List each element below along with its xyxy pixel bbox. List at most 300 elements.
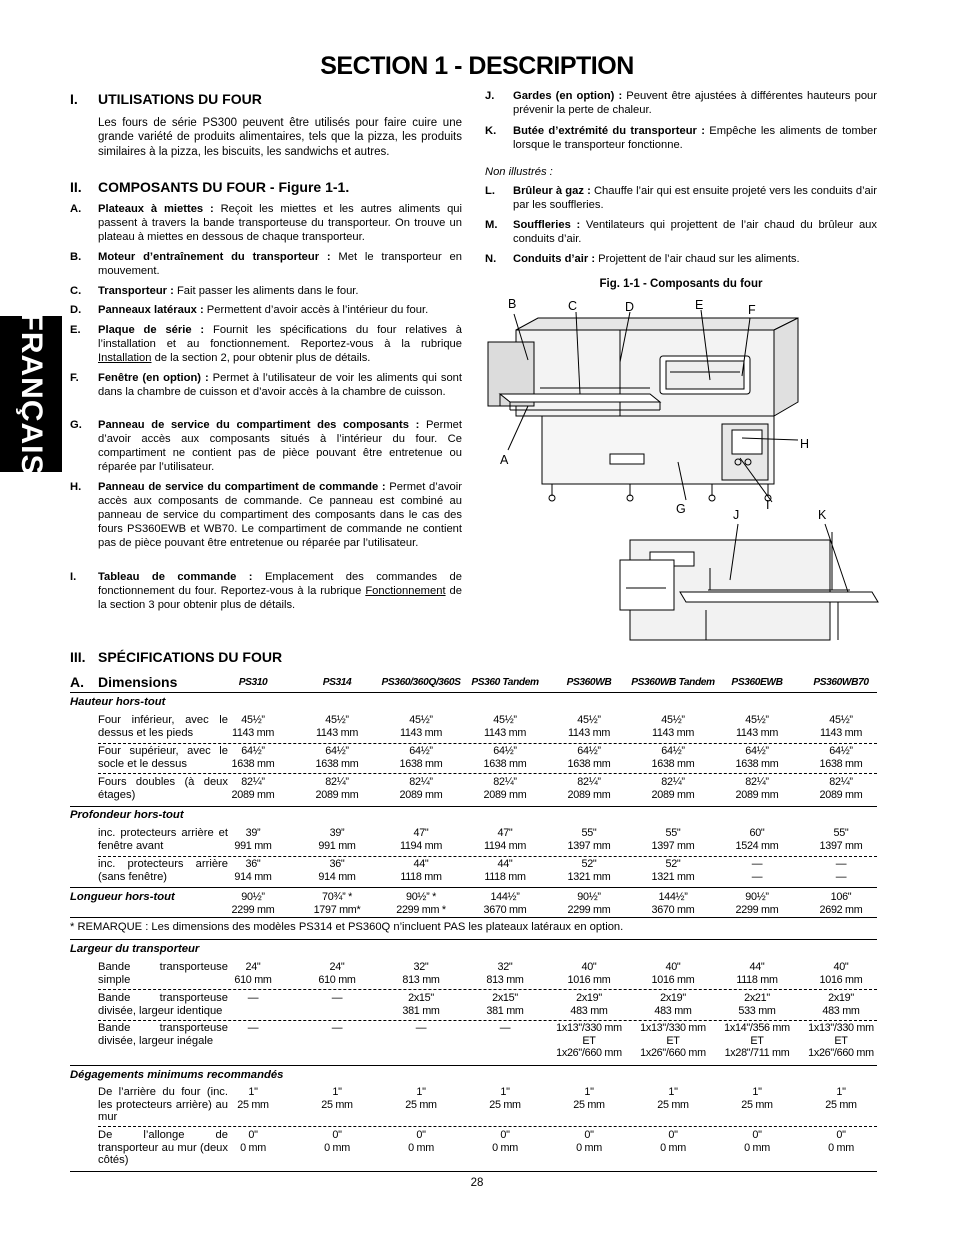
spec-cell bbox=[211, 1086, 295, 1111]
spec-cell-line: 0" bbox=[836, 1129, 846, 1141]
spec-cell bbox=[799, 776, 883, 801]
spec-cell-line: 24" bbox=[245, 961, 261, 973]
spec-cell bbox=[379, 1086, 463, 1111]
spec-cell bbox=[379, 827, 463, 852]
spec-cell-line: 1638 mm bbox=[735, 757, 779, 770]
spec-cell-line: 2089 mm bbox=[735, 788, 779, 801]
spec-cell-line: 45½” bbox=[409, 714, 433, 726]
item-letter: C. bbox=[70, 285, 82, 297]
item-link-text: Fonctionnement bbox=[365, 584, 446, 597]
spec-cell-line: 25 mm bbox=[657, 1098, 689, 1111]
item-term: Gardes (en option) : bbox=[513, 90, 623, 102]
spec-cell-line: 2x19" bbox=[660, 992, 686, 1004]
spec-cell-line: 1" bbox=[416, 1086, 426, 1098]
spec-cell-line: 2692 mm bbox=[819, 903, 863, 916]
spec-cell-line: 82¼” bbox=[325, 776, 349, 788]
spec-cell bbox=[295, 858, 379, 883]
spec-row-label: Four supérieur, avec le socle et le dessus bbox=[98, 745, 228, 770]
figure-label-k: K bbox=[818, 508, 827, 522]
spec-cell-line: 2089 mm bbox=[483, 788, 527, 801]
spec-cell-line: 1118 mm bbox=[736, 973, 778, 986]
spec-cell bbox=[715, 745, 799, 770]
section-3-title: SPÉCIFICATIONS DU FOUR bbox=[98, 649, 283, 665]
spec-cell-line: 1321 mm bbox=[651, 870, 695, 883]
spec-cell-line: 0 mm bbox=[492, 1141, 518, 1154]
spec-cell bbox=[547, 1086, 631, 1111]
spec-cell bbox=[295, 992, 379, 1005]
spec-cell-line: 1" bbox=[584, 1086, 594, 1098]
item-description: Permet d’avoir accès aux composants de commande. Ce panneau est combiné au panneau de service du compartiment des composants dans le cas des fours PS360EWB et WB70. Le compartiment de commande ne contient pas de pièce pouvant être entretenue ou réparée par l’utilisateur. bbox=[98, 481, 462, 549]
spec-cell-line: 82¼” bbox=[409, 776, 433, 788]
spec-cell-line: 1638 mm bbox=[819, 757, 863, 770]
spec-cell-line: 44" bbox=[497, 858, 513, 870]
figure-label-b: B bbox=[508, 297, 517, 311]
spec-cell-line: 90½” bbox=[241, 891, 265, 903]
spec-cell-line: 144½” bbox=[658, 891, 688, 903]
item-text bbox=[98, 203, 462, 245]
spec-cell bbox=[631, 992, 715, 1017]
spec-cell bbox=[379, 891, 463, 916]
spec-cell-line: 0 mm bbox=[324, 1141, 350, 1154]
spec-cell-line: 70¾” * bbox=[321, 891, 352, 903]
spec-cell-line: 45½” bbox=[829, 714, 853, 726]
spec-cell-line: 45½” bbox=[325, 714, 349, 726]
spec-cell bbox=[463, 1129, 547, 1154]
figure-label-g: G bbox=[676, 502, 686, 516]
item-text bbox=[98, 324, 462, 366]
spec-cell-line: 1118 mm bbox=[484, 870, 526, 883]
spec-cell-line: 2299 mm bbox=[567, 903, 611, 916]
spec-cell-line: 25 mm bbox=[825, 1098, 857, 1111]
column-header: PS360WB bbox=[566, 677, 612, 688]
spec-cell-line: 106" bbox=[830, 891, 852, 903]
spec-cell bbox=[463, 776, 547, 801]
spec-cell-line: 1" bbox=[500, 1086, 510, 1098]
item-letter: D. bbox=[70, 304, 82, 316]
spec-cell-line: — bbox=[499, 1022, 511, 1034]
spec-cell-line: — bbox=[751, 858, 763, 870]
item-description: Projettent de l’air chaud sur les aliments. bbox=[595, 253, 800, 265]
spec-cell bbox=[211, 714, 295, 739]
spec-cell bbox=[295, 776, 379, 801]
spec-row-label: Fours doubles (à deux étages) bbox=[98, 776, 228, 801]
spec-cell bbox=[799, 1129, 883, 1154]
spec-cell bbox=[211, 992, 295, 1005]
spec-cell-line: 533 mm bbox=[738, 1004, 776, 1017]
spec-cell bbox=[799, 858, 883, 883]
spec-cell bbox=[211, 961, 295, 986]
item-letter: K. bbox=[485, 125, 497, 137]
item-description: Empêche les aliments de tomber lorsque le transporteur fonctionne. bbox=[513, 125, 877, 151]
spec-cell-line: 82¼” bbox=[493, 776, 517, 788]
figure-label-a: A bbox=[500, 453, 509, 467]
spec-cell-line: 914 mm bbox=[234, 870, 272, 883]
spec-cell-line: 1016 mm bbox=[651, 973, 695, 986]
spec-cell-line: 47" bbox=[413, 827, 429, 839]
spec-row-label: De l’arrière du four (inc. les protecteurs arrière) au mur bbox=[98, 1086, 228, 1124]
spec-cell-line: 2x19" bbox=[828, 992, 854, 1004]
spec-cell bbox=[547, 1129, 631, 1154]
spec-cell-line: 64½” bbox=[325, 745, 349, 757]
spec-cell bbox=[631, 714, 715, 739]
item-description: Met le transporteur en mouvement. bbox=[98, 251, 462, 277]
spec-cell-line: 0 mm bbox=[828, 1141, 854, 1154]
group-degagements: Dégagements minimums recommandés bbox=[70, 1069, 284, 1081]
spec-cell bbox=[295, 1022, 379, 1035]
spec-cell bbox=[295, 891, 379, 916]
rule bbox=[70, 806, 877, 807]
section-2-heading bbox=[70, 179, 349, 195]
spec-cell-line: 40" bbox=[833, 961, 849, 973]
spec-cell-line: 483 mm bbox=[570, 1004, 608, 1017]
item-letter: M. bbox=[485, 219, 498, 231]
spec-cell-line: 381 mm bbox=[486, 1004, 524, 1017]
spec-cell-line: 1638 mm bbox=[231, 757, 275, 770]
spec-cell-line: 1143 mm bbox=[819, 726, 863, 739]
spec-cell bbox=[715, 961, 799, 986]
spec-row-label: Bande transporteuse divisée, largeur identique bbox=[98, 992, 228, 1017]
spec-cell-line: 2089 mm bbox=[819, 788, 863, 801]
spec-cell bbox=[715, 827, 799, 852]
spec-cell-line: 1x13"/330 mm bbox=[640, 1022, 706, 1034]
item-term: Butée d’extrémité du transporteur : bbox=[513, 125, 705, 137]
spec-cell-line: — bbox=[415, 1022, 427, 1034]
spec-cell-line: 82¼” bbox=[661, 776, 685, 788]
column-header: PS360EWB bbox=[731, 677, 783, 688]
spec-cell-line: 1638 mm bbox=[315, 757, 359, 770]
spec-cell-line: 1016 mm bbox=[819, 973, 863, 986]
spec-cell bbox=[799, 745, 883, 770]
spec-cell-line: 64½” bbox=[829, 745, 853, 757]
spec-cell bbox=[379, 776, 463, 801]
spec-cell bbox=[379, 992, 463, 1017]
spec-cell bbox=[295, 714, 379, 739]
item-text bbox=[98, 304, 462, 318]
item-text bbox=[513, 90, 877, 118]
spec-cell-line: 40" bbox=[665, 961, 681, 973]
spec-cell-line: 1397 mm bbox=[819, 839, 863, 852]
spec-cell bbox=[211, 1022, 295, 1035]
item-letter: J. bbox=[485, 90, 495, 102]
spec-cell-line: 1x13"/330 mm bbox=[556, 1022, 622, 1034]
section-1-heading bbox=[70, 91, 262, 107]
spec-cell bbox=[463, 827, 547, 852]
spec-cell-line: 44" bbox=[749, 961, 765, 973]
spec-cell bbox=[211, 745, 295, 770]
spec-cell-line: 52" bbox=[581, 858, 597, 870]
spec-cell-line: 1143 mm bbox=[567, 726, 611, 739]
column-header: PS360/360Q/360S bbox=[381, 677, 461, 688]
spec-cell-line: 1397 mm bbox=[567, 839, 611, 852]
item-term: Souffleries : bbox=[513, 219, 581, 231]
spec-cell bbox=[715, 1129, 799, 1154]
item-term: Panneau de service du compartiment de commande : bbox=[98, 481, 386, 493]
spec-cell-line: 55" bbox=[581, 827, 597, 839]
spec-cell-line: 1x28"/711 mm bbox=[724, 1047, 790, 1060]
spec-cell bbox=[715, 714, 799, 739]
spec-cell bbox=[799, 961, 883, 986]
spec-cell bbox=[379, 1129, 463, 1154]
column-header: PS310 bbox=[238, 677, 268, 688]
spec-row-label: Bande transporteuse divisée, largeur inégale bbox=[98, 1022, 228, 1047]
spec-cell-line: 1321 mm bbox=[567, 870, 611, 883]
item-letter: E. bbox=[70, 324, 81, 336]
spec-cell bbox=[463, 891, 547, 916]
spec-cell-line: 991 mm bbox=[234, 839, 272, 852]
spec-cell-line: 36" bbox=[245, 858, 261, 870]
spec-cell-line: 1143 mm bbox=[231, 726, 275, 739]
rule bbox=[98, 1126, 877, 1127]
item-description: Permet à l’utilisateur de voir les aliments qui sont dans la chambre de cuisson et d’avoir accès à la chambre de cuisson. bbox=[98, 372, 462, 398]
spec-cell bbox=[715, 776, 799, 801]
spec-cell-line: 82¼” bbox=[241, 776, 265, 788]
spec-cell-line: 64½” bbox=[241, 745, 265, 757]
spec-cell-line: 2089 mm bbox=[399, 788, 443, 801]
item-text bbox=[513, 185, 877, 213]
spec-cell-line: 0" bbox=[752, 1129, 762, 1141]
spec-cell bbox=[295, 1129, 379, 1154]
item-letter: H. bbox=[70, 481, 82, 493]
spec-cell bbox=[547, 776, 631, 801]
spec-cell bbox=[211, 891, 295, 916]
item-term: Plateaux à miettes : bbox=[98, 203, 214, 215]
spec-cell bbox=[211, 1129, 295, 1154]
item-description: Chauffe l’air qui est ensuite projeté vers les conduits d’air par les souffleries. bbox=[513, 185, 877, 211]
spec-cell-line: 55" bbox=[665, 827, 681, 839]
spec-cell bbox=[715, 992, 799, 1017]
spec-cell-line: 25 mm bbox=[573, 1098, 605, 1111]
rule bbox=[70, 917, 877, 918]
rule bbox=[98, 989, 877, 990]
spec-cell bbox=[631, 1086, 715, 1111]
spec-cell bbox=[631, 1022, 715, 1060]
spec-cell-line: 82¼” bbox=[577, 776, 601, 788]
spec-cell-line: 60" bbox=[749, 827, 765, 839]
spec-cell-line: — bbox=[331, 992, 343, 1004]
section-3-number: III. bbox=[70, 649, 86, 665]
column-header: PS360WB Tandem bbox=[631, 677, 715, 688]
item-description-end: de la section 3 pour obtenir plus de détails. bbox=[98, 584, 462, 611]
spec-cell bbox=[547, 858, 631, 883]
spec-cell-line: ET bbox=[582, 1034, 596, 1047]
item-letter: B. bbox=[70, 251, 82, 263]
spec-row-label: Bande transporteuse simple bbox=[98, 961, 228, 986]
rule bbox=[98, 773, 877, 774]
item-description: Ventilateurs qui projettent de l’air chaud du brûleur aux conduits d’air. bbox=[513, 219, 877, 245]
spec-cell-line: 0" bbox=[584, 1129, 594, 1141]
spec-cell-line: 0" bbox=[248, 1129, 258, 1141]
column-header: PS314 bbox=[322, 677, 352, 688]
spec-cell-line: 1638 mm bbox=[567, 757, 611, 770]
spec-cell-line: 32" bbox=[413, 961, 429, 973]
spec-cell-line: 0" bbox=[668, 1129, 678, 1141]
spec-row-label: inc. protecteurs arrière (sans fenêtre) bbox=[98, 858, 228, 883]
spec-cell bbox=[715, 1086, 799, 1111]
spec-cell-line: 1638 mm bbox=[483, 757, 527, 770]
section-1-title: UTILISATIONS DU FOUR bbox=[98, 91, 262, 107]
spec-cell bbox=[379, 745, 463, 770]
spec-cell-line: 2299 mm bbox=[735, 903, 779, 916]
spec-cell-line: 0" bbox=[332, 1129, 342, 1141]
spec-cell bbox=[799, 891, 883, 916]
spec-cell-line: — bbox=[751, 870, 763, 883]
spec-cell bbox=[799, 992, 883, 1017]
item-letter: I. bbox=[70, 571, 77, 583]
dimensions-title: Dimensions bbox=[98, 674, 178, 690]
page-title: SECTION 1 - DESCRIPTION bbox=[320, 52, 634, 80]
spec-cell-line: 813 mm bbox=[486, 973, 524, 986]
item-text bbox=[98, 285, 462, 299]
spec-cell-line: 483 mm bbox=[822, 1004, 860, 1017]
spec-cell-line: 1" bbox=[752, 1086, 762, 1098]
spec-cell-line: 1" bbox=[332, 1086, 342, 1098]
spec-cell-line: 90½” * bbox=[405, 891, 436, 903]
spec-cell-line: 1" bbox=[668, 1086, 678, 1098]
spec-cell-line: 0 mm bbox=[744, 1141, 770, 1154]
item-description: Fait passer les aliments dans le four. bbox=[173, 285, 359, 297]
item-letter: F. bbox=[70, 372, 79, 384]
section-1-text: Les fours de série PS300 peuvent être utilisés pour faire cuire une grande variété de produits alimentaires, tels que la pizza, les produits similaires à la pizza, les biscuits, les sandwichs et autres. bbox=[98, 117, 462, 158]
spec-cell-line: — bbox=[835, 858, 847, 870]
spec-cell bbox=[715, 858, 799, 883]
spec-cell bbox=[799, 1086, 883, 1111]
spec-cell-line: 0 mm bbox=[576, 1141, 602, 1154]
spec-cell-line: 914 mm bbox=[318, 870, 356, 883]
item-description: Permet d’avoir accès aux composants situés à l’intérieur du four. Ce compartiment ne contient pas de pièce pouvant être entretenue ou réparée par l’utilisateur. bbox=[98, 419, 462, 473]
group-longueur: Longueur hors-tout bbox=[70, 891, 175, 903]
spec-cell-line: 32" bbox=[497, 961, 513, 973]
spec-cell-line: 1143 mm bbox=[735, 726, 779, 739]
item-letter: N. bbox=[485, 253, 497, 265]
spec-cell-line: 381 mm bbox=[402, 1004, 440, 1017]
spec-cell-line: 90½” bbox=[577, 891, 601, 903]
spec-cell-line: 45½” bbox=[577, 714, 601, 726]
spec-cell-line: — bbox=[247, 1022, 259, 1034]
spec-cell-line: 1" bbox=[248, 1086, 258, 1098]
item-description-end: de la section 2, pour obtenir plus de détails. bbox=[151, 351, 371, 364]
item-letter: A. bbox=[70, 203, 82, 215]
section-3-heading bbox=[70, 649, 282, 665]
rule bbox=[70, 887, 877, 888]
spec-cell-line: 25 mm bbox=[741, 1098, 773, 1111]
spec-cell bbox=[715, 1022, 799, 1060]
figure-caption: Fig. 1-1 - Composants du four bbox=[599, 278, 763, 290]
spec-cell bbox=[295, 745, 379, 770]
spec-cell bbox=[631, 1129, 715, 1154]
figure-label-j: J bbox=[733, 508, 740, 522]
spec-cell bbox=[463, 961, 547, 986]
spec-row-label: De l’allonge de transporteur au mur (deux côtés) bbox=[98, 1129, 228, 1167]
spec-cell-line: 2x21" bbox=[744, 992, 770, 1004]
spec-cell bbox=[463, 714, 547, 739]
spec-cell bbox=[547, 1022, 631, 1060]
spec-cell-line: 610 mm bbox=[234, 973, 272, 986]
spec-cell-line: 82¼” bbox=[829, 776, 853, 788]
item-description: Reçoit les miettes et les autres aliments qui passent à travers la bande transporteuse du transporteur. On trouve un plateau à miettes en dessous de chaque transporteur. bbox=[98, 203, 463, 243]
spec-cell bbox=[463, 858, 547, 883]
spec-cell-line: 1x13"/330 mm bbox=[808, 1022, 874, 1034]
item-description: Emplacement des commandes de fonctionnement du four. Reportez-vous à la rubrique bbox=[98, 571, 462, 597]
spec-cell-line: 45½” bbox=[661, 714, 685, 726]
spec-cell-line: 1524 mm bbox=[735, 839, 779, 852]
spec-cell-line: 2299 mm * bbox=[396, 903, 446, 916]
spec-cell-line: 39” bbox=[329, 827, 345, 839]
spec-cell bbox=[547, 891, 631, 916]
spec-cell bbox=[463, 745, 547, 770]
spec-cell bbox=[547, 745, 631, 770]
spec-cell bbox=[631, 961, 715, 986]
item-term: Brûleur à gaz : bbox=[513, 185, 591, 197]
spec-cell-line: 1143 mm bbox=[399, 726, 443, 739]
spec-cell-line: 0 mm bbox=[660, 1141, 686, 1154]
spec-cell-line: 55" bbox=[833, 827, 849, 839]
spec-cell bbox=[631, 745, 715, 770]
spec-cell-line: 64½” bbox=[661, 745, 685, 757]
figure-label-i: I bbox=[766, 498, 770, 512]
spec-cell-line: 1397 mm bbox=[651, 839, 695, 852]
spec-cell-line: 25 mm bbox=[405, 1098, 437, 1111]
item-text bbox=[98, 251, 462, 279]
spec-cell-line: 3670 mm bbox=[483, 903, 527, 916]
spec-cell-line: 1x26"/660 mm bbox=[808, 1047, 874, 1060]
spec-cell bbox=[379, 961, 463, 986]
column-header: PS360 Tandem bbox=[471, 677, 539, 688]
spec-cell-line: 25 mm bbox=[321, 1098, 353, 1111]
item-term: Panneau de service du compartiment des composants : bbox=[98, 419, 420, 431]
spec-cell-line: 2x19" bbox=[576, 992, 602, 1004]
spec-cell-line: 90½” bbox=[745, 891, 769, 903]
spec-cell-line: 2x15" bbox=[492, 992, 518, 1004]
not-shown-label: Non illustrés : bbox=[485, 166, 553, 178]
spec-cell bbox=[379, 714, 463, 739]
group-largeur: Largeur du transporteur bbox=[70, 943, 200, 955]
spec-cell bbox=[463, 1022, 547, 1035]
spec-cell-line: 3670 mm bbox=[651, 903, 695, 916]
figure-label-d: D bbox=[625, 300, 635, 314]
spec-cell-line: 25 mm bbox=[489, 1098, 521, 1111]
spec-cell bbox=[463, 992, 547, 1017]
spec-cell-line: 45½” bbox=[493, 714, 517, 726]
spec-cell-line: 813 mm bbox=[402, 973, 440, 986]
spec-cell-line: 64½” bbox=[493, 745, 517, 757]
spec-cell-line: 45½” bbox=[745, 714, 769, 726]
rule bbox=[70, 1065, 877, 1066]
spec-cell-line: — bbox=[835, 870, 847, 883]
spec-cell-line: 0 mm bbox=[240, 1141, 266, 1154]
spec-cell bbox=[211, 827, 295, 852]
spec-cell-line: — bbox=[331, 1022, 343, 1034]
spec-cell bbox=[631, 891, 715, 916]
item-term: Panneaux latéraux : bbox=[98, 304, 204, 316]
item-letter: L. bbox=[485, 185, 495, 197]
spec-cell-line: 1194 mm bbox=[483, 839, 527, 852]
rule bbox=[70, 939, 877, 940]
spec-cell-line: 991 mm bbox=[318, 839, 356, 852]
item-text bbox=[98, 419, 462, 475]
spec-cell bbox=[295, 827, 379, 852]
spec-cell-line: 2089 mm bbox=[231, 788, 275, 801]
spec-cell-line: 1x14"/356 mm bbox=[724, 1022, 790, 1034]
spec-cell-line: 0 mm bbox=[408, 1141, 434, 1154]
spec-cell bbox=[295, 961, 379, 986]
spec-cell bbox=[799, 1022, 883, 1060]
spec-cell bbox=[379, 858, 463, 883]
spec-cell-line: 1118 mm bbox=[400, 870, 442, 883]
spec-cell-line: 2299 mm bbox=[231, 903, 275, 916]
item-link-text: Installation bbox=[98, 351, 152, 364]
item-text bbox=[98, 481, 462, 551]
spec-cell-line: ET bbox=[750, 1034, 764, 1047]
